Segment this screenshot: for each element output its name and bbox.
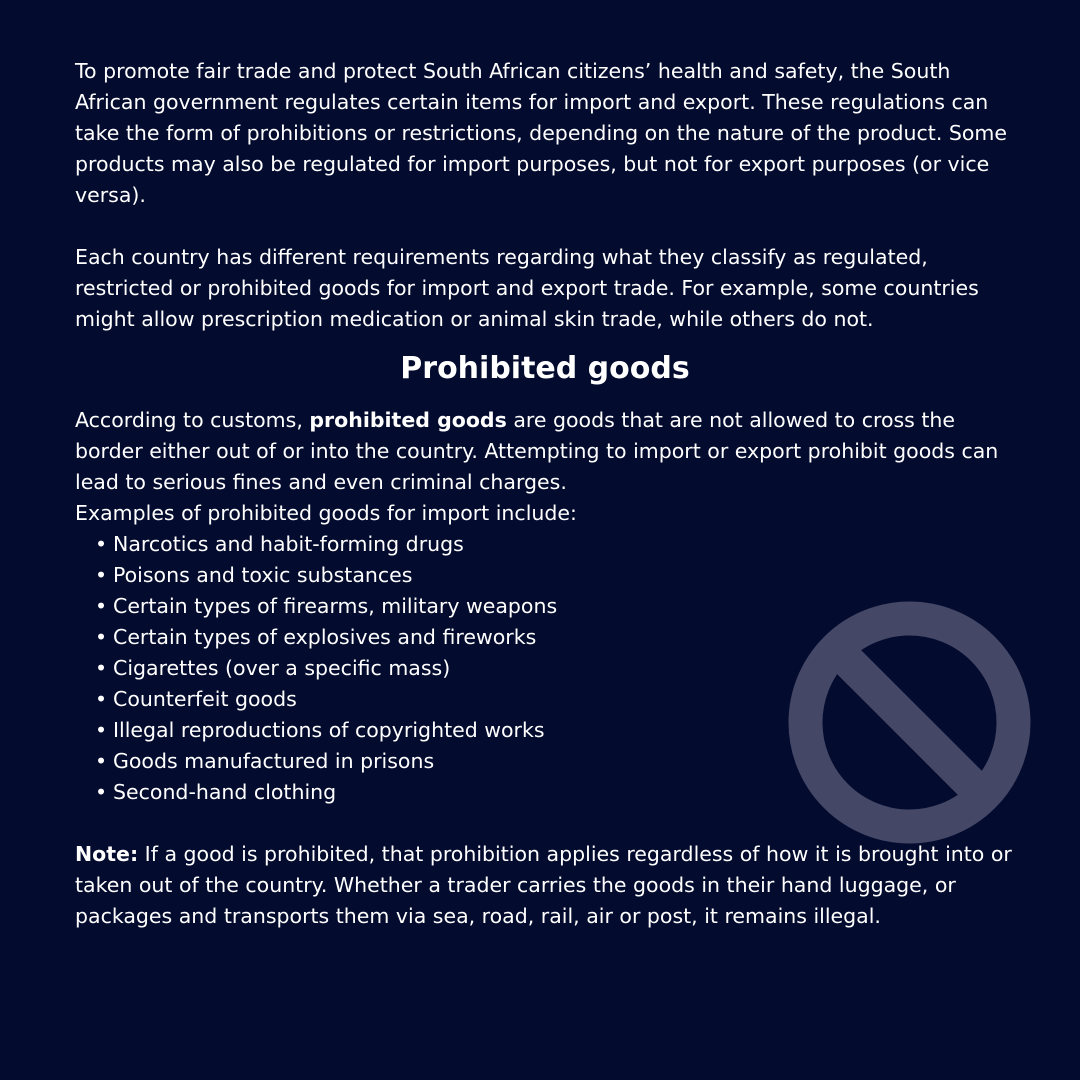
- list-item: • Illegal reproductions of copyrighted works: [95, 715, 1015, 746]
- definition-term: prohibited goods: [309, 408, 507, 432]
- section-heading: Prohibited goods: [400, 351, 690, 386]
- list-item: • Certain types of explosives and fireworks: [95, 622, 1015, 653]
- definition-suffix: are goods that are not allowed to cross the border either out of or into the country. Attempting to import or export prohibit goods can lead to serious fines and even criminal charges.: [75, 408, 999, 494]
- list-item: • Cigarettes (over a specific mass): [95, 653, 1015, 684]
- list-item: • Certain types of firearms, military weapons: [95, 591, 1015, 622]
- list-item: • Second-hand clothing: [95, 777, 1015, 808]
- note-text: If a good is prohibited, that prohibition applies regardless of how it is brought into or taken out of the country. Whether a trader carries the goods in their hand luggage, or packages and transports them via sea, road, rail, air or post, it remains illegal.: [75, 842, 1012, 928]
- paragraph-spacer: [75, 211, 1015, 242]
- definition-paragraph: [75, 405, 1015, 498]
- list-item: • Goods manufactured in prisons: [95, 746, 1015, 777]
- list-item: • Poisons and toxic substances: [95, 560, 1015, 591]
- intro-paragraph-1: To promote fair trade and protect South African citizens’ health and safety, the South African government regulates certain items for import and export. These regulations can take the form of prohibitions or restrictions, depending on the nature of the product. Some products may also be regulated for import purposes, but not for export purposes (or vice versa).: [75, 59, 1008, 207]
- intro-paragraph-2: Each country has different requirements regarding what they classify as regulated, restricted or prohibited goods for import and export trade. For example, some countries might allow prescription medication or animal skin trade, while others do not.: [75, 245, 979, 331]
- examples-intro: Examples of prohibited goods for import include:: [75, 501, 577, 525]
- note-label: Note:: [75, 842, 139, 866]
- note-paragraph: [75, 839, 1015, 932]
- definition-prefix: According to customs,: [75, 408, 310, 432]
- prohibited-icon: [787, 600, 1032, 845]
- list-item: • Counterfeit goods: [95, 684, 1015, 715]
- list-item: • Narcotics and habit-forming drugs: [95, 529, 1015, 560]
- prohibited-icon-slash: [837, 650, 982, 795]
